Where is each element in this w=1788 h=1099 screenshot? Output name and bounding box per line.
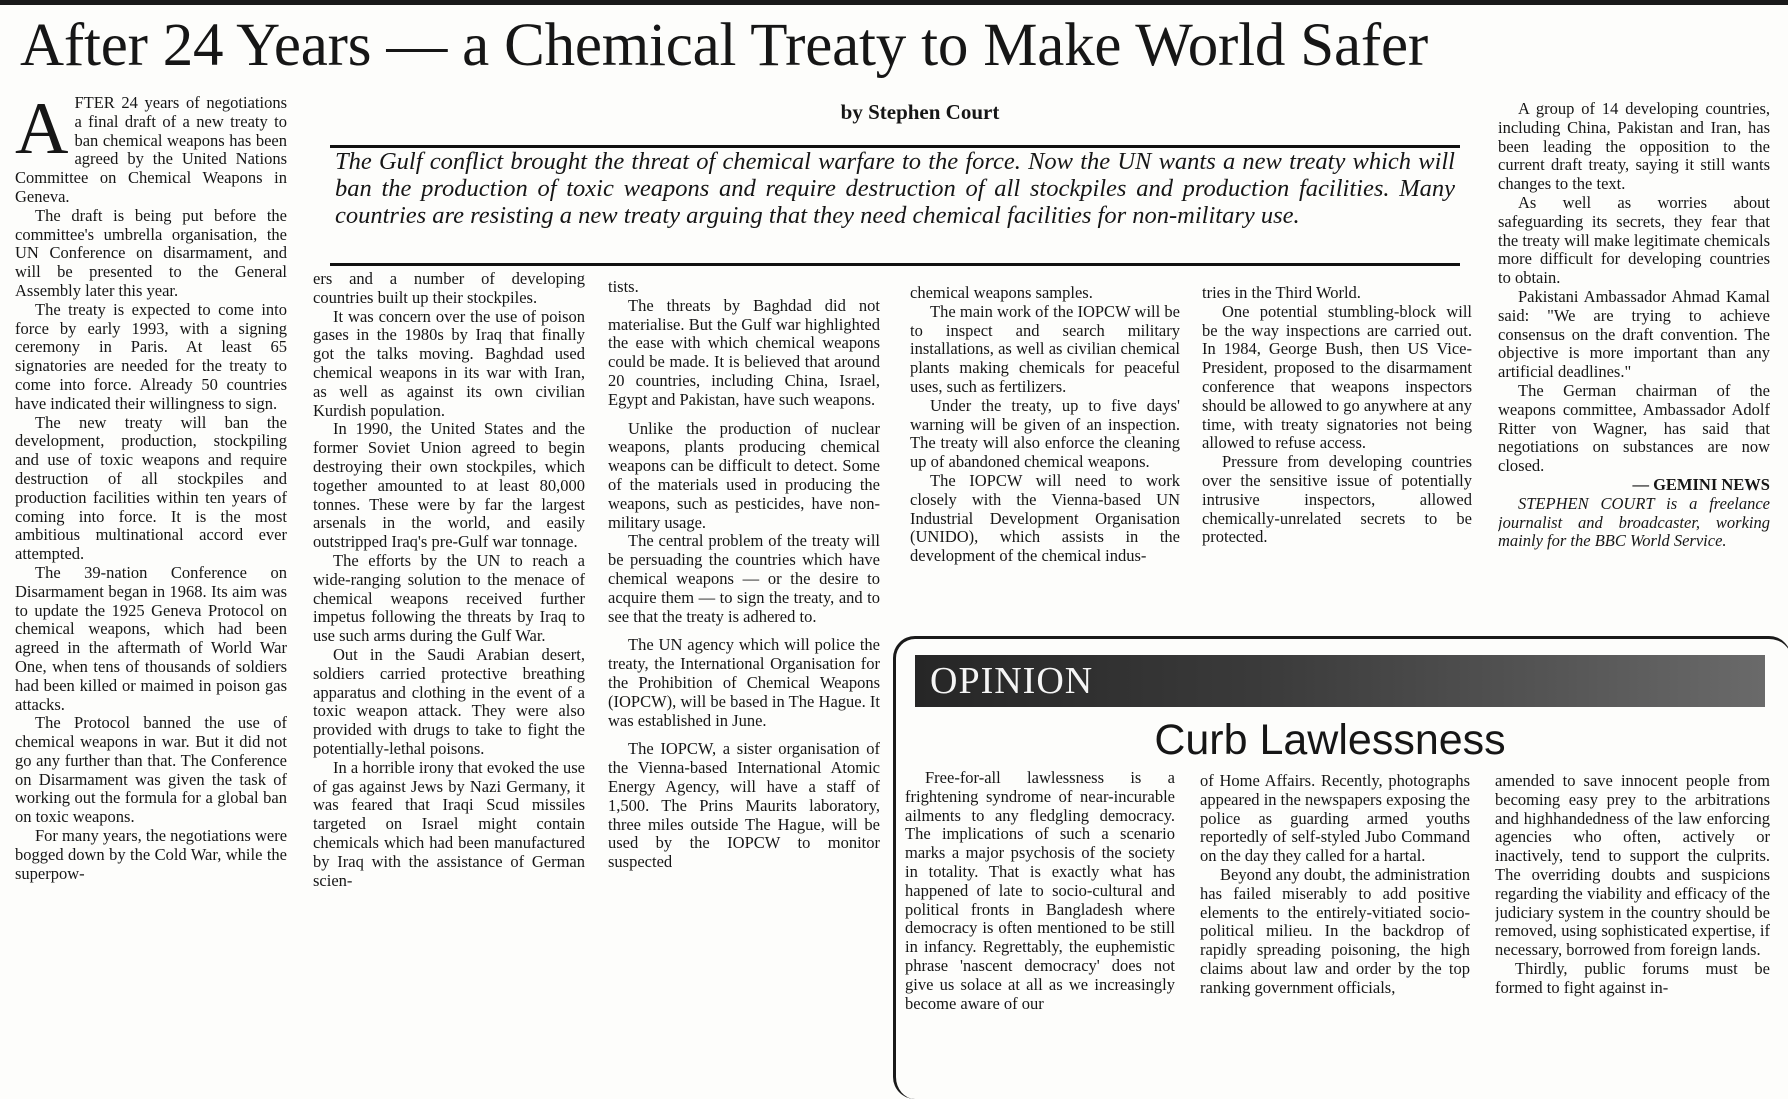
paragraph: Thirdly, public forums must be formed to fight against in- (1495, 958, 1770, 997)
paragraph: Under the treaty, up to five days' warning will be given of an inspection. The treaty will also enforce the cleaning up of abandoned chemical weapons. (910, 395, 1180, 472)
paragraph: ers and a number of developing countries built up their stockpiles. (313, 270, 585, 307)
paragraph: The draft is being put before the committee's umbrella organisation, the UN Conference on disarmament, and will be presented to the General Assembly later this year. (15, 205, 287, 300)
paragraph: As well as worries about safeguarding its secrets, they fear that the treaty will make legitimate chemicals more difficult for developing countries to obtain. (1498, 192, 1770, 288)
article-column-3 (608, 278, 880, 1077)
opinion-label: OPINION (930, 660, 1094, 702)
paragraph: In a horrible irony that evoked the use of gas against Jews by Nazi Germany, it was feared that Iraqi Scud missiles targeted on Israel might contain chemicals which had been manufactured by Iraq with the assistance of German scien- (313, 757, 585, 890)
article-column-2 (313, 270, 585, 1077)
paragraph: Free-for-all lawlessness is a frightening syndrome of near-incurable ailments to any fledgling democracy. The implications of such a scenario marks a major psychosis of the society in totality. That is exactly what has happened of late to socio-cultural and political fronts in Bangladesh where democracy is often mentioned to be still in infancy. Regrettably, the euphemistic phrase 'nascent democracy' does not give us solace at all as we increasingly become aware of our (905, 769, 1175, 1013)
paragraph: It was concern over the use of poison gases in the 1980s by Iraq that finally got the talks moving. Baghdad used chemical weapons in its war with Iran, as well as against its own civilian Kurdish population. (313, 306, 585, 420)
paragraph: The central problem of the treaty will be persuading the countries which have chemical weapons — or the desire to acquire them — to sign the treaty, and to see that the treaty is adhered to. (608, 531, 880, 626)
paragraph: chemical weapons samples. (910, 284, 1093, 302)
paragraph: The 39-nation Conference on Disarmament began in 1968. Its aim was to update the 1925 Geneva Protocol on chemical weapons, which had been agreed in the aftermath of World War One, when tens of thousands of soldiers had been killed or maimed in poison gas attacks. (15, 562, 287, 714)
paragraph: The efforts by the UN to reach a wide-ranging solution to the menace of chemical weapons received further impetus following the threats by Iraq to use such arms during the Gulf War. (313, 550, 585, 646)
article-column-5 (1202, 284, 1472, 624)
article-column-6 (1498, 100, 1770, 630)
paragraph: tries in the Third World. (1202, 284, 1361, 302)
paragraph: In 1990, the United States and the former Soviet Union agreed to begin destroying their own stockpiles, which together amounted to at least 80,000 tonnes. These were by far the largest arsenals in the world, and easily outstripped Iraq's pre-Gulf war tonnage. (313, 419, 585, 552)
paragraph: The IOPCW will need to work closely with the Vienna-based UN Industrial Development Organisation (UNIDO), which assists in the development of the chemical indus- (910, 470, 1180, 566)
paragraph: The UN agency which will police the treaty, the International Organisation for the Prohibition of Chemical Weapons (IOPCW), will be based in The Hague. It was established in June. (608, 635, 880, 730)
paragraph: For many years, the negotiations were bogged down by the Cold War, while the superpow- (15, 826, 287, 883)
author-bio: STEPHEN COURT is a freelance journalist and broadcaster, working mainly for the BBC World Service. (1498, 493, 1770, 551)
paragraph: Unlike the production of nuclear weapons, plants producing chemical weapons can be difficult to detect. Some of the materials used in producing the weapons, such as pesticides, have non-military usage. (608, 418, 880, 532)
paragraph: Pakistani Ambassador Ahmad Kamal said: "We are trying to achieve consensus on the draft convention. The objective is more important than any artificial deadlines." (1498, 286, 1770, 382)
deck-rule-bottom (330, 263, 1460, 266)
paragraph: of Home Affairs. Recently, photographs appeared in the newspapers exposing the police as guarding armed youths reportedly of self-styled Jubo Command on the day they called for a hartal. (1200, 772, 1470, 866)
paragraph: The IOPCW, a sister organisation of the Vienna-based International Atomic Energy Agency, will have a staff of 1,500. The Prins Maurits laboratory, three miles outside The Hague, will be used by the IOPCW to monitor suspected (608, 739, 880, 872)
paragraph: The threats by Baghdad did not materialise. But the Gulf war highlighted the ease with which chemical weapons could be made. It is believed that around 20 countries, including China, Israel, Egypt and Pakistan, have such weapons. (608, 295, 880, 409)
article-column-1 (15, 94, 287, 1077)
opinion-column-2 (1200, 772, 1470, 1077)
paragraph: The new treaty will ban the development, production, stockpiling and use of toxic weapons and require destruction of all stockpiles and production facilities within ten years of coming into force. It is the most ambitious multinational accord ever attempted. (15, 412, 287, 564)
paragraph: The Protocol banned the use of chemical weapons in war. But it did not go any further than that. The Conference on Disarmament was given the task of working out the formula for a global ban on toxic weapons. (15, 713, 287, 827)
paragraph: Pressure from developing countries over the sensitive issue of potentially intrusive inspectors, allowed chemically-unrelated secrets to be protected. (1202, 452, 1472, 547)
paragraph: tists. (608, 278, 639, 296)
opinion-title: Curb Lawlessness (1154, 716, 1506, 764)
paragraph: Beyond any doubt, the administration has failed miserably to add positive elements to the entirely-vitiated socio-political milieu. In the backdrop of rapidly spreading poisoning, the high claims about law and order by the top ranking government officials, (1200, 864, 1470, 997)
paragraph: The main work of the IOPCW will be to inspect and search military installations, as well as civilian chemical plants making chemicals for peaceful uses, such as fertilizers. (910, 301, 1180, 396)
drop-cap: A (15, 94, 69, 170)
article-deck: The Gulf conflict brought the threat of chemical warfare to the force. Now the UN wants a new treaty which will ban the production of toxic weapons and require destruction of all stockpiles and production facilities. Many countries are resisting a new treaty arguing that they need chemical facilities for non-military use. (335, 148, 1455, 229)
paragraph: FTER 24 years of negotiations a final draft of a new treaty to ban chemical weapons has been agreed by the United Nations Committee on Chemical Weapons in Geneva. (15, 94, 287, 206)
opinion-column-1 (905, 769, 1175, 1077)
news-credit: — GEMINI NEWS (1632, 474, 1770, 494)
paragraph: One potential stumbling-block will be the way inspections are carried out. In 1984, George Bush, then US Vice-President, proposed to the disarmament conference that weapons inspectors should be allowed to go anywhere at any time, with treaty signatories not being allowed to refuse access. (1202, 301, 1472, 453)
headline: After 24 Years — a Chemical Treaty to Make World Safer (20, 12, 1428, 79)
paragraph: The treaty is expected to come into force by early 1993, with a signing ceremony in Paris. At least 65 signatories are needed for the treaty to come into force. Already 50 countries have indicated their willingness to sign. (15, 299, 287, 413)
paragraph: amended to save innocent people from becoming easy prey to the arbitrations and highhandedness of the law enforcing agencies who often, actively or inactively, tend to support the culprits. The overriding doubts and suspicions regarding the viability and efficacy of the judiciary system in the country should be removed, using sophisticated expertise, if necessary, borrowed from foreign lands. (1495, 772, 1770, 960)
paragraph: Out in the Saudi Arabian desert, soldiers carried protective breathing apparatus and clothing in the event of a toxic weapon attack. They were also provided with drugs to take to fight the potentially-lethal poisons. (313, 644, 585, 758)
opinion-column-3 (1495, 772, 1770, 1077)
paragraph: A group of 14 developing countries, including China, Pakistan and Iran, has been leading the opposition to the current draft treaty, saying it still wants changes to the text. (1498, 100, 1770, 194)
paragraph: The German chairman of the weapons committee, Ambassador Adolf Ritter von Wagner, has said that negotiations on substances are now closed. (1498, 380, 1770, 476)
article-column-4 (910, 284, 1180, 624)
byline: by Stephen Court (840, 100, 1000, 124)
